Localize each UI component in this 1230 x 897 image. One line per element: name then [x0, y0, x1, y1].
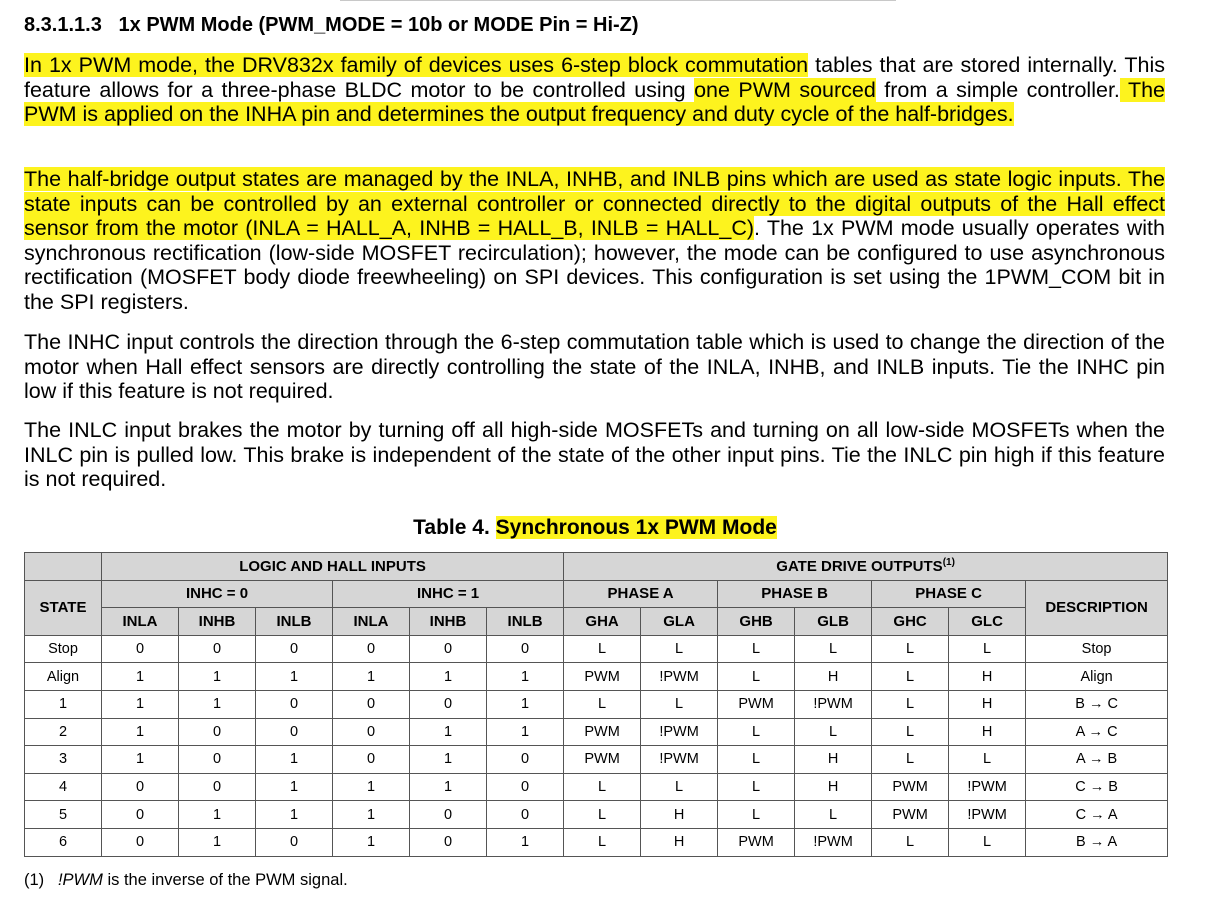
paragraph-2	[24, 167, 1165, 315]
cell-gla: L	[641, 635, 718, 663]
table-row	[25, 690, 1168, 718]
commutation-table	[24, 552, 1168, 857]
cell-description: Stop	[1026, 635, 1168, 663]
cell-gla: !PWM	[641, 718, 718, 746]
cell-gla: H	[641, 801, 718, 829]
cell-glb: !PWM	[795, 828, 872, 856]
cell-gha: L	[564, 828, 641, 856]
section-heading	[24, 14, 639, 37]
cell-inhb-1: 0	[410, 828, 487, 856]
phase-c-header: PHASE C	[872, 580, 1026, 608]
table-footnote	[24, 871, 348, 890]
cell-inla-0: 0	[102, 635, 179, 663]
cell-state: 4	[25, 773, 102, 801]
cell-inla-0: 0	[102, 801, 179, 829]
cell-inhb-1: 1	[410, 718, 487, 746]
cell-inla-0: 1	[102, 718, 179, 746]
body-text: from a simple controller.	[875, 77, 1120, 102]
cell-description: C → A	[1026, 801, 1168, 829]
cell-glc: !PWM	[949, 773, 1026, 801]
cell-gla: !PWM	[641, 746, 718, 774]
cell-glc: L	[949, 746, 1026, 774]
cell-glc: H	[949, 718, 1026, 746]
cell-glb: H	[795, 663, 872, 691]
cell-state: 3	[25, 746, 102, 774]
cell-inla-1: 1	[333, 663, 410, 691]
cell-inla-1: 0	[333, 718, 410, 746]
sub-header: GHB	[718, 608, 795, 636]
cell-ghc: L	[872, 746, 949, 774]
highlighted-text: one PWM sourced	[694, 77, 876, 102]
cell-inla-1: 1	[333, 801, 410, 829]
paragraph-1	[24, 53, 1165, 127]
cell-glb: H	[795, 746, 872, 774]
cell-description: A → B	[1026, 746, 1168, 774]
cell-ghb: L	[718, 801, 795, 829]
cell-inhb-1: 1	[410, 746, 487, 774]
cell-inhb-0: 0	[179, 773, 256, 801]
paragraph-3	[24, 330, 1165, 404]
cell-glc: H	[949, 663, 1026, 691]
section-number: 8.3.1.1.3	[24, 14, 102, 36]
table-caption-prefix: Table 4.	[413, 516, 496, 539]
sub-header: GLA	[641, 608, 718, 636]
cell-ghc: L	[872, 828, 949, 856]
state-header: STATE	[25, 580, 102, 635]
cell-inlb-0: 1	[256, 663, 333, 691]
body-text: tables that are stored internally. This feature allows for a three-phase BLDC motor to be controlled using	[24, 53, 1165, 102]
sub-header: GLB	[795, 608, 872, 636]
cell-inlb-1: 0	[487, 635, 564, 663]
description-header: DESCRIPTION	[1026, 580, 1168, 635]
table-row	[25, 635, 1168, 663]
cell-ghb: L	[718, 718, 795, 746]
cell-inhb-0: 1	[179, 801, 256, 829]
cell-glb: L	[795, 718, 872, 746]
phase-a-header: PHASE A	[564, 580, 718, 608]
cell-ghb: PWM	[718, 690, 795, 718]
cell-ghc: L	[872, 690, 949, 718]
cell-inlb-0: 0	[256, 828, 333, 856]
cell-gla: !PWM	[641, 663, 718, 691]
body-text: The INLC input brakes the motor by turning off all high-side MOSFETs and turning on all low-side MOSFETs when the INLC pin is pulled low. This brake is independent of the state of the other input pins. Tie the INLC pin high if this feature is not required.	[24, 418, 1165, 492]
cell-glb: H	[795, 773, 872, 801]
logic-hall-inputs-header: LOGIC AND HALL INPUTS	[102, 553, 564, 581]
footnote-term: !PWM	[57, 871, 103, 889]
sub-header: INLA	[333, 608, 410, 636]
cell-gla: L	[641, 690, 718, 718]
cell-gla: L	[641, 773, 718, 801]
cell-state: 5	[25, 801, 102, 829]
cell-inhb-0: 1	[179, 663, 256, 691]
table-row	[25, 828, 1168, 856]
cell-state: Stop	[25, 635, 102, 663]
cell-inla-0: 1	[102, 746, 179, 774]
sub-header: INHB	[410, 608, 487, 636]
cell-inlb-0: 1	[256, 801, 333, 829]
inhc-0-header: INHC = 0	[102, 580, 333, 608]
cell-description: C → B	[1026, 773, 1168, 801]
highlighted-text: The PWM is applied on the INHA pin and determines the output frequency and duty cycle of the half-bridges.	[24, 77, 1165, 127]
state-header-top	[25, 553, 102, 581]
table-body	[25, 635, 1168, 856]
cell-state: 2	[25, 718, 102, 746]
cell-inla-1: 1	[333, 828, 410, 856]
table-row	[25, 718, 1168, 746]
cell-glb: L	[795, 801, 872, 829]
cell-gha: L	[564, 801, 641, 829]
cell-description: A → C	[1026, 718, 1168, 746]
body-text: The INHC input controls the direction through the 6-step commutation table which is used to change the direction of the motor when Hall effect sensors are directly controlling the state of the INLA, INHB, and INLB inputs. Tie the INHC pin low if this feature is not required.	[24, 330, 1165, 404]
inhc-1-header: INHC = 1	[333, 580, 564, 608]
cell-glc: !PWM	[949, 801, 1026, 829]
highlighted-text: In 1x PWM mode, the DRV832x family of devices uses 6-step block commutation	[24, 53, 809, 77]
gate-drive-outputs-header	[564, 553, 1168, 581]
sub-header: GHC	[872, 608, 949, 636]
cell-gha: PWM	[564, 746, 641, 774]
cell-ghc: L	[872, 718, 949, 746]
cell-inla-1: 1	[333, 773, 410, 801]
table-row	[25, 746, 1168, 774]
cell-gha: L	[564, 773, 641, 801]
cell-state: 6	[25, 828, 102, 856]
footnote-ref: (1)	[942, 556, 955, 568]
cell-glc: H	[949, 690, 1026, 718]
cell-inlb-0: 1	[256, 773, 333, 801]
cell-gha: PWM	[564, 663, 641, 691]
cell-inla-0: 1	[102, 690, 179, 718]
cell-inhb-1: 0	[410, 690, 487, 718]
cell-inhb-0: 1	[179, 828, 256, 856]
sub-header: INLB	[487, 608, 564, 636]
cell-description: B → A	[1026, 828, 1168, 856]
sub-header: GHA	[564, 608, 641, 636]
cell-ghb: L	[718, 663, 795, 691]
table-row	[25, 773, 1168, 801]
table-caption	[0, 516, 1190, 540]
highlighted-text: The half-bridge output states are managed by the INLA, INHB, and INLB pins which are used as state logic inputs. The state inputs can be controlled by an external controller or connected directly to the digital outputs of the Hall effect sensor from the motor (INLA = HALL_A, INHB = HALL_B, INLB = HALL_C)	[24, 167, 1165, 241]
cell-inlb-0: 0	[256, 690, 333, 718]
cell-inla-1: 0	[333, 635, 410, 663]
cell-inla-0: 1	[102, 663, 179, 691]
cell-inlb-1: 1	[487, 718, 564, 746]
cell-ghc: PWM	[872, 773, 949, 801]
cell-inla-0: 0	[102, 773, 179, 801]
top-rule	[340, 0, 896, 1]
cell-gha: L	[564, 690, 641, 718]
cell-state: 1	[25, 690, 102, 718]
cell-ghc: L	[872, 663, 949, 691]
cell-inlb-1: 1	[487, 690, 564, 718]
cell-description: B → C	[1026, 690, 1168, 718]
cell-inlb-1: 0	[487, 801, 564, 829]
sub-header: GLC	[949, 608, 1026, 636]
cell-inhb-0: 1	[179, 690, 256, 718]
cell-glb: !PWM	[795, 690, 872, 718]
cell-inhb-0: 0	[179, 718, 256, 746]
cell-description: Align	[1026, 663, 1168, 691]
cell-inlb-0: 0	[256, 635, 333, 663]
cell-glc: L	[949, 635, 1026, 663]
cell-inhb-1: 0	[410, 801, 487, 829]
body-text: . The 1x PWM mode usually operates with synchronous rectification (low-side MOSFET recirculation); however, the mode can be configured to use asynchronous rectification (MOSFET body diode freewheeling) on SPI devices. This configuration is set using the 1PWM_COM bit in the SPI registers.	[24, 216, 1165, 314]
cell-inlb-1: 0	[487, 746, 564, 774]
cell-gha: PWM	[564, 718, 641, 746]
cell-inhb-1: 1	[410, 663, 487, 691]
gate-drive-outputs-label: GATE DRIVE OUTPUTS	[776, 557, 943, 575]
paragraph-4	[24, 418, 1165, 492]
cell-inlb-1: 1	[487, 663, 564, 691]
cell-inla-1: 0	[333, 690, 410, 718]
cell-inla-0: 0	[102, 828, 179, 856]
cell-inlb-1: 1	[487, 828, 564, 856]
sub-header: INHB	[179, 608, 256, 636]
cell-inla-1: 0	[333, 746, 410, 774]
cell-inhb-1: 1	[410, 773, 487, 801]
table-row	[25, 663, 1168, 691]
footnote-text: is the inverse of the PWM signal.	[102, 871, 348, 889]
cell-inhb-0: 0	[179, 746, 256, 774]
section-title: 1x PWM Mode (PWM_MODE = 10b or MODE Pin = Hi-Z)	[118, 14, 639, 36]
cell-ghb: L	[718, 746, 795, 774]
sub-header: INLB	[256, 608, 333, 636]
cell-inlb-1: 0	[487, 773, 564, 801]
cell-state: Align	[25, 663, 102, 691]
cell-glc: L	[949, 828, 1026, 856]
sub-header: INLA	[102, 608, 179, 636]
footnote-number: (1)	[24, 871, 45, 889]
cell-inlb-0: 0	[256, 718, 333, 746]
phase-b-header: PHASE B	[718, 580, 872, 608]
table-row	[25, 801, 1168, 829]
cell-glb: L	[795, 635, 872, 663]
cell-ghb: PWM	[718, 828, 795, 856]
cell-ghb: L	[718, 635, 795, 663]
cell-ghb: L	[718, 773, 795, 801]
cell-inhb-1: 0	[410, 635, 487, 663]
cell-gha: L	[564, 635, 641, 663]
cell-inhb-0: 0	[179, 635, 256, 663]
table-caption-title: Synchronous 1x PWM Mode	[495, 516, 777, 539]
cell-inlb-0: 1	[256, 746, 333, 774]
cell-ghc: L	[872, 635, 949, 663]
cell-ghc: PWM	[872, 801, 949, 829]
cell-gla: H	[641, 828, 718, 856]
